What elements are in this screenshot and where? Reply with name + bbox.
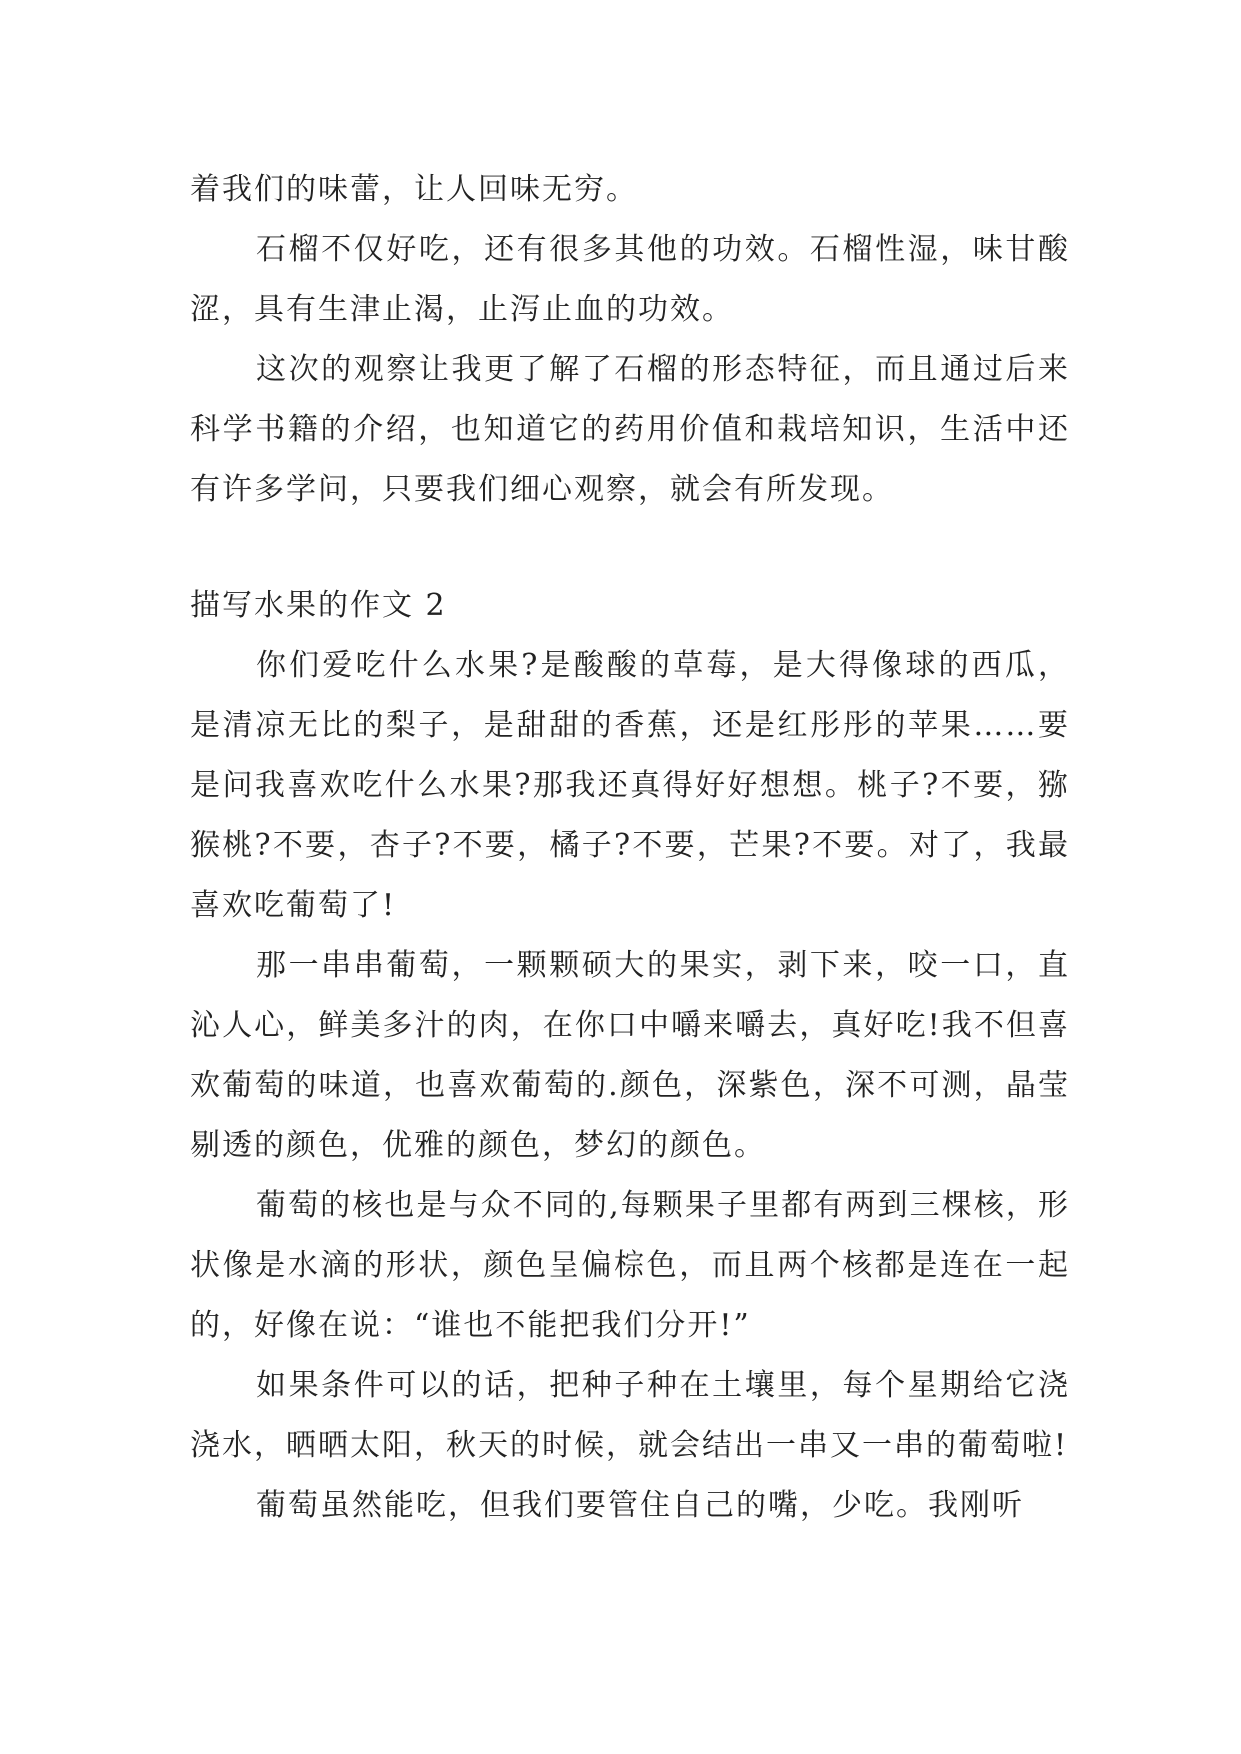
essay-heading: 描写水果的作文 2 xyxy=(190,588,447,623)
paragraph-grape-seeds: 葡萄的核也是与众不同的,每颗果子里都有两到三棵核，形状像是水滴的形状，颜色呈偏棕色，而且两个核都是连在一起的，好像在说：“谁也不能把我们分开!” xyxy=(190,1188,1070,1343)
paragraph-observation-summary: 这次的观察让我更了解了石榴的形态特征，而且通过后来科学书籍的介绍，也知道它的药用价值和栽培知识，生活中还有许多学问，只要我们细心观察，就会有所发现。 xyxy=(190,352,1070,507)
paragraph-planting: 如果条件可以的话，把种子种在土壤里，每个星期给它浇浇水，晒晒太阳，秋天的时候，就会结出一串又一串的葡萄啦! xyxy=(190,1368,1070,1463)
paragraph-grape-taste-color: 那一串串葡萄，一颗颗硕大的果实，剥下来，咬一口，直沁人心，鲜美多汁的肉，在你口中嚼来嚼去，真好吃!我不但喜欢葡萄的味道，也喜欢葡萄的.颜色，深紫色，深不可测，晶莹剔透的颜色，优雅的颜色，梦幻的颜色。 xyxy=(190,948,1070,1163)
paragraph-favorite-fruit: 你们爱吃什么水果?是酸酸的草莓，是大得像球的西瓜，是清凉无比的梨子，是甜甜的香蕉，还是红彤彤的苹果……要是问我喜欢吃什么水果?那我还真得好好想想。桃子?不要，猕猴桃?不要，杏子?不要，橘子?不要，芒果?不要。对了，我最喜欢吃葡萄了! xyxy=(190,648,1070,923)
paragraph-pomegranate-benefits: 石榴不仅好吃，还有很多其他的功效。石榴性湿，味甘酸涩，具有生津止渴，止泻止血的功效。 xyxy=(190,232,1070,327)
paragraph-moderation: 葡萄虽然能吃，但我们要管住自己的嘴，少吃。我刚听 xyxy=(256,1488,1024,1523)
document-body xyxy=(190,160,1070,1536)
paragraph-continuation: 着我们的味蕾，让人回味无穷。 xyxy=(190,172,638,207)
